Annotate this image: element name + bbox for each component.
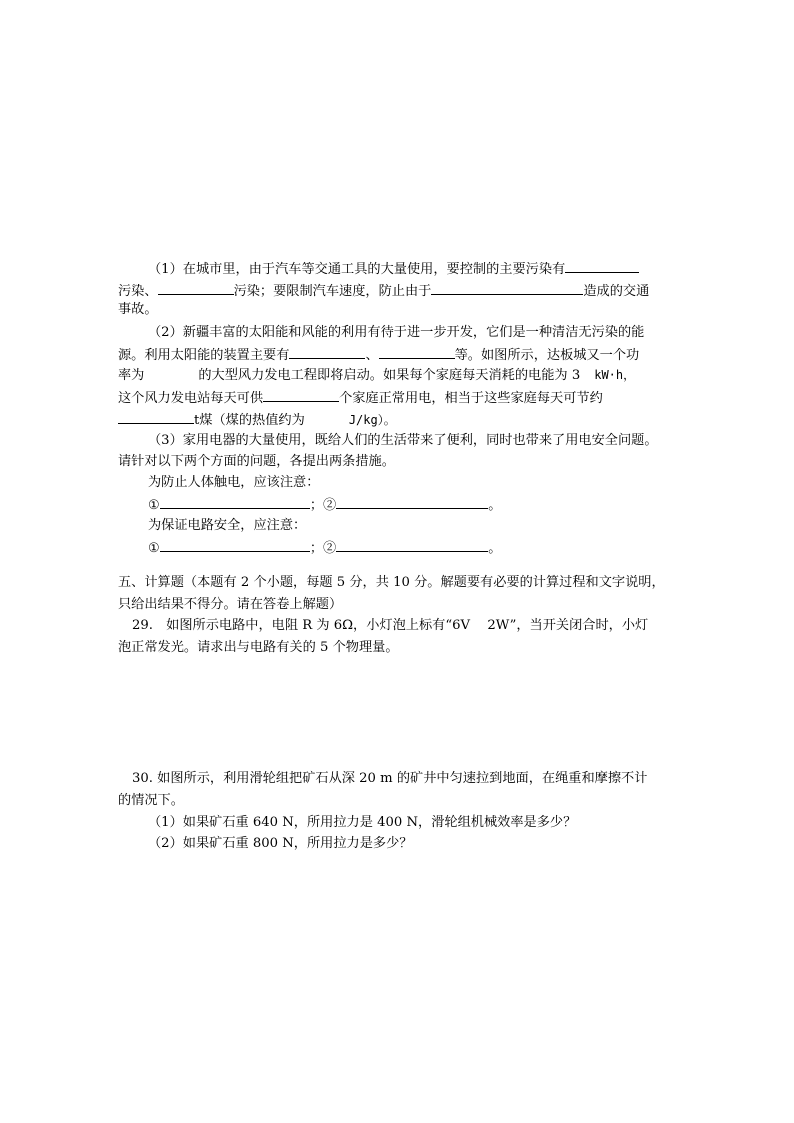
section-heading-line2: 只给出结果不得分。请在答卷上解题） [118, 597, 343, 612]
q28-p3-line5: 为保证电路安全，应注意： [148, 518, 307, 533]
q28-p2-line3: 率为 的大型风力发电工程即将启动。如果每个家庭每天消耗的电能为 3 kW·h， [118, 368, 636, 383]
q28-p3-line2: 请针对以下两个方面的问题，各提出两条措施。 [118, 454, 395, 469]
answer-blank[interactable] [379, 344, 455, 359]
q30-line3: （1）如果矿石重 640 N，所用拉力是 400 N，滑轮组机械效率是多少？ [148, 815, 577, 830]
q28-p3-line6: ① ；② 。 [148, 537, 501, 558]
q28-p1-line3: 事故。 [118, 302, 158, 317]
answer-blank[interactable] [336, 494, 488, 509]
q29-line1: 29. 如图所示电路中，电阻 R 为 6Ω，小灯泡上标有“6V 2W”，当开关闭合时，小灯 [132, 618, 649, 633]
q28-p2-line4: 这个风力发电站每天可供 个家庭正常用电，相当于这些家庭每天可节约 [118, 387, 603, 408]
answer-blank[interactable] [263, 387, 339, 402]
q28-p3-line1: （3）家用电器的大量使用，既给人们的生活带来了便利，同时也带来了用电安全问题。 [148, 433, 658, 448]
q30-line2: 的情况下。 [118, 793, 184, 808]
answer-blank[interactable] [289, 344, 365, 359]
answer-blank[interactable] [431, 280, 583, 295]
q29-line2: 泡正常发光。请求出与电路有关的 5 个物理量。 [118, 640, 399, 655]
q30-line4: （2）如果矿石重 800 N，所用拉力是多少？ [148, 836, 413, 851]
q28-p1-line2: 污染、 污染；要限制汽车速度，防止由于 造成的交通 [118, 280, 649, 301]
answer-blank[interactable] [336, 537, 488, 552]
section-heading-line1: 五、计算题（本题有 2 个小题，每题 5 分，共 10 分。解题要有必要的计算过程和文字说明， [118, 575, 665, 590]
answer-blank[interactable] [160, 494, 310, 509]
answer-blank[interactable] [160, 537, 310, 552]
q28-p3-line4: ① ；② 。 [148, 494, 501, 515]
q28-p3-line3: 为防止人体触电，应该注意： [148, 475, 320, 490]
answer-blank[interactable] [158, 280, 234, 295]
answer-blank[interactable] [565, 258, 639, 273]
q28-p2-line5: t煤（煤的热值约为 J/kg）。 [118, 409, 396, 430]
q28-p2-line2: 源。利用太阳能的装置主要有 、 等。如图所示，达板城又一个功 [118, 344, 639, 365]
q28-p2-line1: （2）新疆丰富的太阳能和风能的利用有待于进一步开发，它们是一种清洁无污染的能 [148, 325, 645, 340]
q28-p1-line1: （1）在城市里，由于汽车等交通工具的大量使用，要控制的主要污染有 [148, 258, 639, 279]
answer-blank[interactable] [118, 409, 194, 424]
q30-line1: 30. 如图所示，利用滑轮组把矿石从深 20 m 的矿井中匀速拉到地面，在绳重和摩擦不计 [132, 771, 648, 786]
